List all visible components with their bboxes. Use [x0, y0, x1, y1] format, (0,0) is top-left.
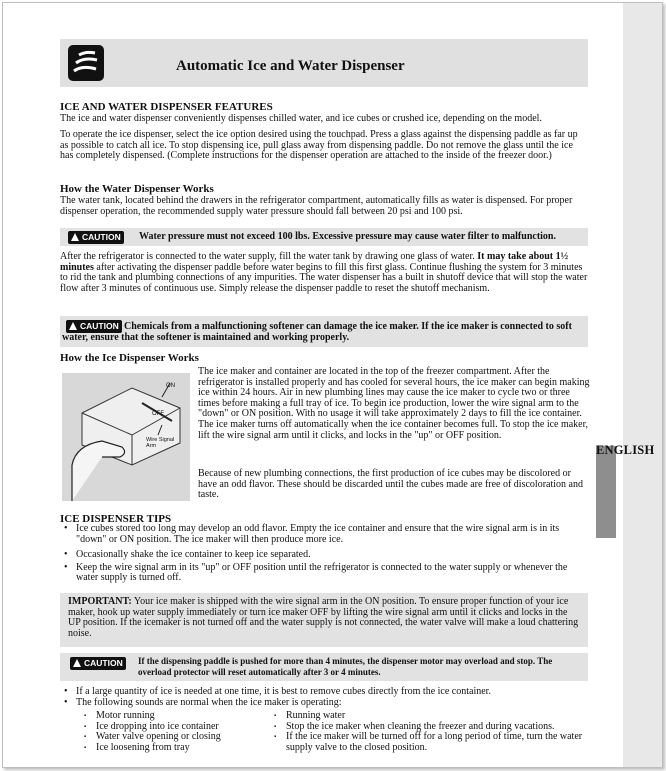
- caution-box-water-pressure: [60, 228, 588, 246]
- ice-paragraph-2: Because of new plumbing connections, the first production of ice cubes may be discolored or have an odd flavor. These should be discarded until the cubes made are free of discoloration and taste.: [198, 468, 583, 501]
- features-paragraph-1: The ice and water dispenser conveniently dispenses chilled water, and ice cubes or crushed ice, depending on the model.: [60, 113, 542, 124]
- list-item: ▪ Motor running: [80, 711, 250, 722]
- water-heading: How the Water Dispenser Works: [60, 183, 214, 195]
- important-text: IMPORTANT: Your ice maker is shipped with the wire signal arm in the ON position. To ensure proper function of your ice maker, hook up water supply immediately or turn ice maker OFF by lifting the wire signal arm until it clicks and locks in the UP position. If the icemaker is not turned off and the water supply is not connected, the water valve will make a loud chattering noise.: [68, 596, 579, 639]
- page-title: Automatic Ice and Water Dispenser: [176, 58, 405, 74]
- page: [2, 2, 663, 768]
- important-box: [60, 593, 588, 647]
- list-item: ▪ Ice dropping into ice container: [80, 722, 250, 733]
- final-list: [60, 687, 588, 708]
- ice-paragraph-1: The ice maker and container are located in the top of the freezer compartment. After the refrigerator is installed properly and has cooled for several hours, the ice maker can begin making ice within 24 hours. Air in new plumbing lines may cause the ice maker to cycle two or three times before making a full tray of ice. To begin ice production, lower the wire signal arm to the "down" or ON position. With no usage it will take approximately 2 days to fill the ice container. The ice maker turns off automatically when the ice container becomes full. To stop the ice maker, lift the wire signal arm until it clicks, and locks in the "up" or OFF position.: [198, 366, 590, 441]
- list-item: ▪ Ice loosening from tray: [80, 743, 250, 754]
- tips-list: [60, 524, 588, 584]
- list-item: • Keep the wire signal arm in its "up" or OFF position until the refrigerator is connected to the water supply or whenever the water supply is turned off.: [60, 563, 588, 584]
- list-item: ▪ If the ice maker will be turned off for a long period of time, turn the water supply valve to the closed position.: [270, 732, 588, 753]
- list-item: ▪ Running water: [270, 711, 588, 722]
- features-heading: ICE AND WATER DISPENSER FEATURES: [60, 101, 273, 113]
- language-tab-label: ENGLISH: [596, 443, 655, 457]
- water-paragraph-2: After the refrigerator is connected to the water supply, fill the water tank by drawing one glass of water. It may take about 1½ minutes after activating the dispenser paddle before water begins to fill this first glass. Continue flushing the system for 3 minutes to rid the tank and plumbing connections of any impurities. The water dispenser has a built in shutoff device that will stop the water flow after 3 minutes of continuous use. Simply release the dispenser paddle to reset the shutoff mechanism.: [60, 251, 588, 294]
- sounds-list-left: [80, 711, 250, 753]
- ice-maker-diagram: [62, 373, 190, 501]
- list-item: • Occasionally shake the ice container to keep ice separated.: [60, 550, 588, 561]
- caution-text: If the dispensing paddle is pushed for more than 4 minutes, the dispenser motor may overload and stop. The overload protector will reset automatically after 3 or 4 minutes.: [138, 656, 553, 677]
- diagram-label-off: OFF: [152, 411, 164, 417]
- diagram-label-on: ON: [166, 383, 175, 389]
- caution-text: Chemicals from a malfunctioning softener can damage the ice maker. If the ice maker is connected to soft water, ensure that the softener is maintained and working properly.: [62, 321, 572, 343]
- caution-badge: CAUTION: [66, 320, 122, 333]
- list-item: • The following sounds are normal when the ice maker is operating:: [60, 698, 588, 709]
- ice-cubes-logo-icon: [68, 45, 104, 81]
- list-item: • If a large quantity of ice is needed at one time, it is best to remove cubes directly from the ice container.: [60, 687, 588, 698]
- page-margin-column: [623, 3, 662, 767]
- warning-triangle-icon: [73, 659, 81, 667]
- ice-heading: How the Ice Dispenser Works: [60, 352, 199, 364]
- caution-badge: CAUTION: [68, 231, 124, 244]
- language-tab-bar: [596, 446, 616, 538]
- list-item: • Ice cubes stored too long may develop an odd flavor. Empty the ice container and ensure that the wire signal arm is in its "down" or ON position. The ice maker will then produce more ice.: [60, 524, 588, 545]
- caution-text: Water pressure must not exceed 100 lbs. Excessive pressure may cause water filter to malfunction.: [139, 231, 556, 242]
- water-paragraph-1: The water tank, located behind the drawers in the refrigerator compartment, automatically fills as water is dispensed. For proper dispenser operation, the recommended supply water pressure should fall between 20 psi and 100 psi.: [60, 195, 573, 217]
- caution-box-softener: [60, 316, 588, 347]
- warning-triangle-icon: [71, 233, 79, 241]
- sounds-list-right: [270, 711, 588, 753]
- list-item: ▪ Water valve opening or closing: [80, 732, 250, 743]
- list-item: ▪ Stop the ice maker when cleaning the freezer and during vacations.: [270, 722, 588, 733]
- caution-box-paddle: [60, 653, 588, 681]
- features-paragraph-2: To operate the ice dispenser, select the ice option desired using the touchpad. Press a glass against the dispensing paddle as far up as possible to catch all ice. To stop dispensing ice, pull glass away from dispensing paddle. Do not remove the glass until the ice has completely dispensed. (Complete instructions for the dispenser operation are attached to the inside of the freezer door.): [60, 129, 578, 162]
- tips-heading: ICE DISPENSER TIPS: [60, 513, 172, 525]
- caution-badge: CAUTION: [70, 657, 126, 670]
- diagram-label-wire-arm: Wire Signal Arm: [146, 437, 175, 449]
